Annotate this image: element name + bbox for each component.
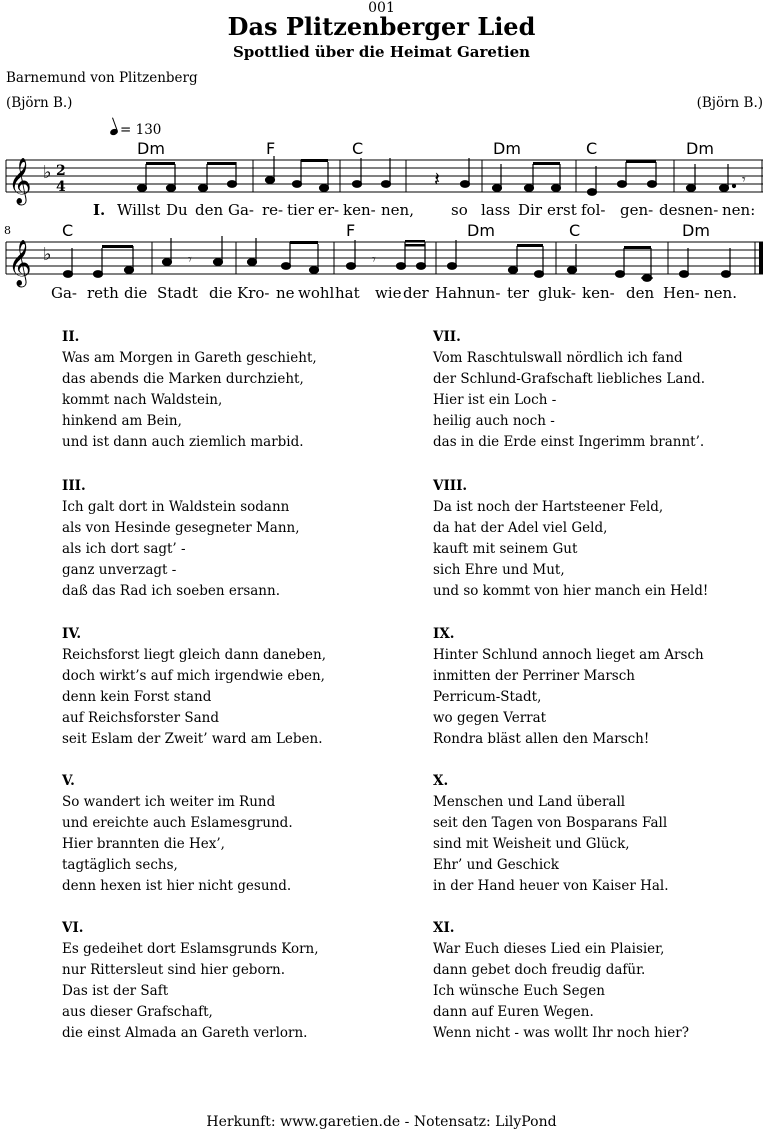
verse-number: II. [62, 329, 80, 345]
page-number: 001 [368, 0, 395, 16]
verse-line: nur Rittersleut sind hier geborn. [62, 962, 286, 978]
lyric-syllable: den [626, 284, 655, 302]
verse-line: dann auf Euren Wegen. [433, 1004, 594, 1020]
verse-line: das abends die Marken durchzieht, [62, 371, 304, 387]
lyric-syllable: Du [166, 201, 188, 219]
lyric-syllable: Willst [117, 201, 161, 219]
verse-number: VI. [62, 920, 84, 936]
verse-number: VIII. [433, 478, 468, 494]
verse-number: VII. [433, 329, 461, 345]
lyric-syllable: so [451, 201, 468, 219]
svg-text:♭: ♭ [43, 244, 52, 265]
lyric-syllable: reth [87, 284, 119, 302]
verse-number: X. [433, 773, 449, 789]
verse-line: hinkend am Bein, [62, 413, 182, 429]
verse-line: die einst Almada an Gareth verlorn. [62, 1025, 308, 1041]
chord: Dm [682, 221, 710, 240]
verse-line: seit Eslam der Zweit’ ward am Leben. [62, 731, 323, 747]
verse-line: aus dieser Grafschaft, [62, 1004, 213, 1020]
quarter-note-icon [109, 128, 119, 136]
lyric-syllable: die [124, 284, 148, 302]
verse-7 [433, 327, 705, 453]
verse-line: Rondra bläst allen den Marsch! [433, 731, 650, 747]
lyric-syllable: Stadt [157, 284, 198, 302]
lyric-syllable: nen- [685, 201, 719, 219]
verse-line: als ich dort sagt’ - [62, 541, 186, 557]
verse-line: Ich galt dort in Waldstein sodann [62, 499, 290, 515]
verse-9 [433, 624, 704, 750]
lyric-syllable: Kro- [237, 284, 270, 302]
verse-2 [62, 327, 317, 453]
verse-line: kauft mit seinem Gut [433, 541, 578, 557]
verse-line: War Euch dieses Lied ein Plaisier, [433, 941, 665, 957]
chord: F [346, 221, 356, 240]
lyric-syllable: re- [262, 201, 284, 219]
verse-line: als von Hesinde gesegneter Mann, [62, 520, 300, 536]
verse-line: Wenn nicht - was wollt Ihr noch hier? [433, 1025, 689, 1041]
verse-line: daß das Rad ich soeben ersann. [62, 583, 280, 599]
lyric-syllable: er- [318, 201, 340, 219]
verse-line: heilig auch noch - [433, 413, 555, 429]
lyric-syllable: gen- [620, 201, 654, 219]
svg-text:♭: ♭ [43, 162, 52, 183]
lyric-syllable: Ga- [51, 284, 77, 302]
verse-line: und so kommt von hier manch ein Held! [433, 583, 709, 599]
lyric-syllable: nen, [381, 201, 414, 219]
lyric-syllable: der [403, 284, 429, 302]
verse-5 [62, 771, 293, 897]
chord: C [352, 139, 364, 158]
chord: C [569, 221, 581, 240]
verse-8 [433, 476, 708, 602]
verse-line: Menschen und Land überall [433, 794, 626, 810]
lyric-syllable: Dir [518, 201, 542, 219]
chord: Dm [686, 139, 714, 158]
verse-line: inmitten der Perriner Marsch [433, 668, 635, 684]
verse-line: Ehr’ und Geschick [433, 857, 559, 873]
lyric-syllable: ken- [343, 201, 376, 219]
poet: Barnemund von Plitzenberg [6, 70, 198, 86]
verse-line: tagtäglich sechs, [62, 857, 178, 873]
chord: Dm [137, 139, 165, 158]
tempo-mark [110, 122, 161, 138]
verse-line: Hier ist ein Loch - [433, 392, 557, 408]
lyric-syllable: Hen- [663, 284, 700, 302]
verse-line: Da ist noch der Hartsteener Feld, [433, 499, 664, 515]
verse-number: IV. [62, 626, 82, 642]
lyric-syllable: Ga- [228, 201, 254, 219]
lyric-syllable: nen. [704, 284, 737, 302]
verse-line: denn kein Forst stand [62, 689, 212, 705]
verse-line: auf Reichsforster Sand [62, 710, 219, 726]
lyric-syllable: hat [335, 284, 360, 302]
verse-line: ganz unverzagt - [62, 562, 177, 578]
lyric-syllable: erst [547, 201, 577, 219]
verse-line: seit den Tagen von Bosparans Fall [433, 815, 668, 831]
lyric-syllable: wie [375, 284, 402, 302]
verse-line: Hier brannten die Hex’, [62, 836, 225, 852]
svg-text:𝄾: 𝄾 [188, 252, 192, 268]
lyric-syllable: des [659, 201, 686, 219]
verse-3 [62, 476, 300, 602]
verse-line: Hinter Schlund annoch lieget am Arsch [433, 647, 704, 663]
chord: Dm [493, 139, 521, 158]
chord: C [586, 139, 598, 158]
arranger: (Björn B.) [6, 95, 73, 111]
verse-line: wo gegen Verrat [433, 710, 547, 726]
verse-line: sich Ehre und Mut, [433, 562, 565, 578]
svg-text:𝄞: 𝄞 [8, 240, 32, 286]
verse-line: Reichsforst liegt gleich dann daneben, [62, 647, 327, 663]
verse-line: denn hexen ist hier nicht gesund. [62, 878, 292, 894]
tempo-value: = 130 [120, 122, 162, 138]
measure-number: 8 [4, 224, 11, 237]
lyric-syllable: ken- [582, 284, 615, 302]
verse-line: in der Hand heuer von Kaiser Hal. [433, 878, 669, 894]
lyric-syllable: un- [476, 284, 501, 302]
svg-text:𝄞: 𝄞 [8, 158, 32, 204]
song-title: Das Plitzenberger Lied [227, 12, 536, 41]
verse-line: und ist dann auch ziemlich marbid. [62, 434, 304, 450]
lyric-syllable: wohl [298, 284, 335, 302]
lyric-syllable: gluk- [538, 284, 576, 302]
song-subtitle: Spottlied über die Heimat Garetien [232, 43, 531, 61]
verse-line: Ich wünsche Euch Segen [433, 983, 605, 999]
svg-text:𝄾: 𝄾 [742, 172, 746, 188]
verse-10 [433, 771, 669, 897]
lyric-syllable: den [195, 201, 224, 219]
verse-number: IX. [433, 626, 455, 642]
verse-line: der Schlund-Grafschaft liebliches Land. [433, 371, 706, 387]
footer: Herkunft: www.garetien.de - Notensatz: LilyPond [206, 1114, 557, 1130]
verse-number: XI. [433, 920, 455, 936]
lyric-syllable: fol- [581, 201, 606, 219]
verse-line: und ereichte auch Eslamesgrund. [62, 815, 293, 831]
verse-line: dann gebet doch freudig dafür. [433, 962, 646, 978]
svg-text:𝄽: 𝄽 [434, 167, 441, 191]
verse-line: Perricum-Stadt, [433, 689, 542, 705]
lyric-syllable: Hahn [435, 284, 477, 302]
verse-6 [62, 918, 319, 1044]
lyric-syllable: die [209, 284, 233, 302]
verse-4 [62, 624, 326, 750]
svg-text:𝄾: 𝄾 [372, 252, 376, 268]
verse-line: doch wirkt’s auf mich irgendwie eben, [62, 668, 325, 684]
verse-line: Vom Raschtulswall nördlich ich fand [433, 350, 683, 366]
lyric-syllable: lass [481, 201, 511, 219]
verse-line: sind mit Weisheit und Glück, [433, 836, 630, 852]
verse-number: III. [62, 478, 86, 494]
svg-text:2: 2 [56, 163, 66, 179]
verse-line: kommt nach Waldstein, [62, 392, 223, 408]
lyric-syllable: ter [507, 284, 530, 302]
chord: F [266, 139, 276, 158]
svg-text:4: 4 [56, 179, 66, 195]
verse-number: V. [62, 773, 75, 789]
lyric-syllable: ne [276, 284, 295, 302]
verse-line: So wandert ich weiter im Rund [62, 794, 276, 810]
lyric-syllable: nen: [722, 201, 756, 219]
verse-11 [433, 918, 689, 1044]
verse-line: da hat der Adel viel Geld, [433, 520, 608, 536]
chord: C [62, 221, 74, 240]
verse-line: Was am Morgen in Gareth geschieht, [62, 350, 317, 366]
chord: Dm [467, 221, 495, 240]
stanza-number: I. [93, 201, 106, 219]
verse-line: Das ist der Saft [62, 983, 169, 999]
composer: (Björn B.) [696, 95, 763, 111]
verse-line: das in die Erde einst Ingerimm brannt’. [433, 434, 705, 450]
lyric-syllable: tier [287, 201, 314, 219]
verse-line: Es gedeihet dort Eslamsgrunds Korn, [62, 941, 319, 957]
